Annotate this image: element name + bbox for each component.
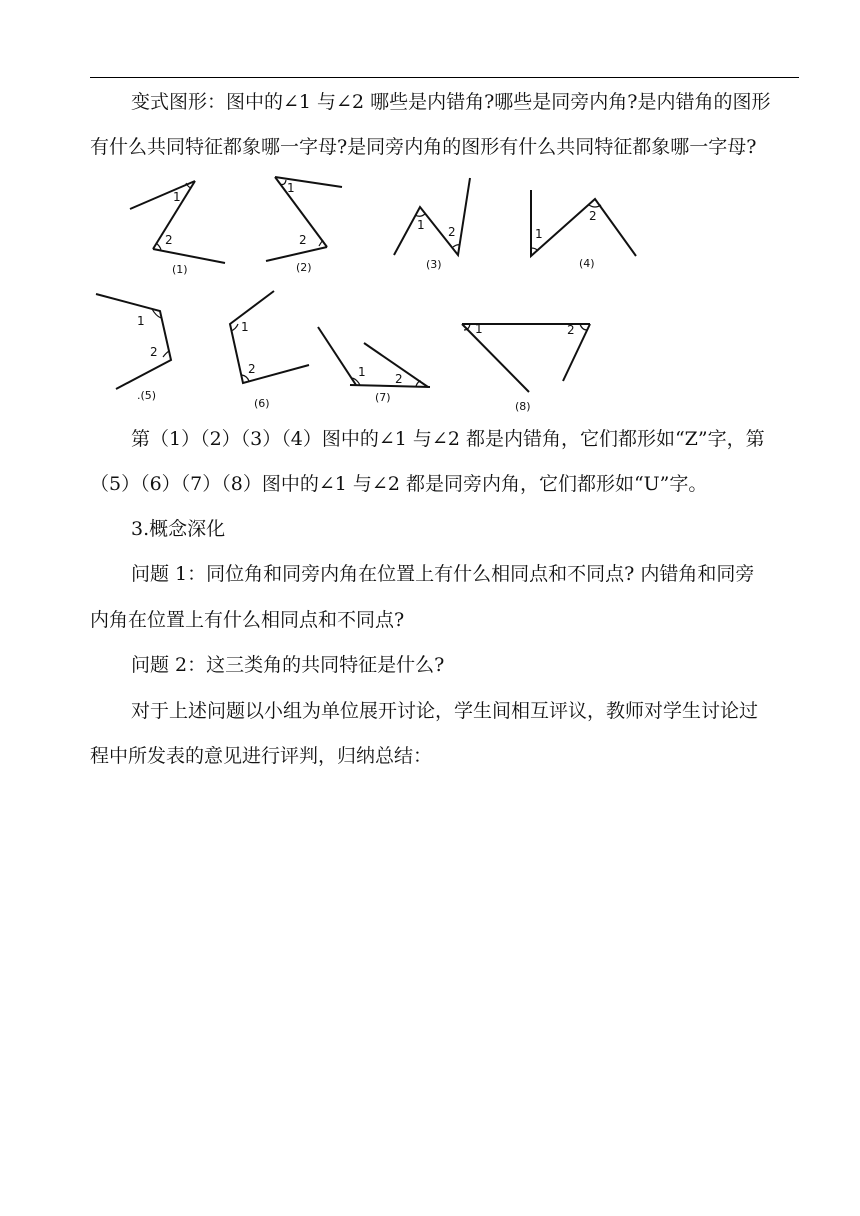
figure-3-label-2: 2	[448, 225, 456, 239]
figure-2-line-b	[266, 247, 327, 261]
figure-2	[266, 177, 342, 274]
figure-4	[531, 190, 636, 270]
figure-5-lines	[96, 294, 171, 389]
figure-7-label-2: 2	[395, 372, 403, 386]
figure-7-label-1: 1	[358, 365, 366, 379]
answer-line-1: 第（1）（2）（3）（4）图中的∠1 与∠2 都是内错角，它们都形如“Z”字，第	[131, 428, 765, 450]
figure-4-label-1: 1	[535, 227, 543, 241]
figure-2-caption: (2)	[296, 261, 312, 274]
figure-8-line-a	[462, 324, 529, 392]
figure-3-lines	[394, 178, 470, 255]
question-1-line-1: 问题 1：同位角和同旁内角在位置上有什么相同点和不同点? 内错角和同旁	[131, 563, 755, 585]
discussion-line-2: 程中所发表的意见进行评判，归纳总结：	[90, 745, 433, 767]
figure-1	[130, 181, 225, 276]
variant-question-line-2: 有什么共同特征都象哪一字母?是同旁内角的图形有什么共同特征都象哪一字母?	[90, 136, 757, 158]
figure-1-line-b	[153, 249, 225, 263]
figure-6-caption: (6)	[254, 397, 270, 410]
figure-3-label-1: 1	[417, 218, 425, 232]
figure-8-caption: (8)	[515, 400, 531, 413]
figure-5-label-2: 2	[150, 345, 158, 359]
figure-6-lines	[230, 291, 309, 383]
figure-2-angle-arc-2	[319, 240, 323, 246]
figure-8-label-2: 2	[567, 323, 575, 337]
figure-3-caption: (3)	[426, 258, 442, 271]
figure-8	[462, 322, 590, 413]
figure-3	[394, 178, 470, 271]
figure-7	[318, 327, 430, 404]
angle-figures	[88, 168, 648, 418]
figure-7-line-a	[318, 327, 356, 385]
figure-4-label-2: 2	[589, 209, 597, 223]
figure-1-label-1: 1	[173, 190, 181, 204]
figure-5-caption: .(5)	[137, 389, 157, 402]
figure-5-label-1: 1	[137, 314, 145, 328]
discussion-line-1: 对于上述问题以小组为单位展开讨论，学生间相互评议，教师对学生讨论过	[131, 700, 759, 722]
section-heading: 3.概念深化	[131, 518, 226, 540]
angle-figures-svg	[88, 168, 648, 418]
figure-5	[96, 294, 171, 402]
question-2: 问题 2：这三类角的共同特征是什么?	[131, 654, 445, 676]
figure-7-caption: (7)	[375, 391, 391, 404]
question-1-line-2: 内角在位置上有什么相同点和不同点?	[90, 609, 405, 631]
figure-6-label-2: 2	[248, 362, 256, 376]
figure-1-label-2: 2	[165, 233, 173, 247]
figure-6-label-1: 1	[241, 320, 249, 334]
figure-2-label-2: 2	[299, 233, 307, 247]
figure-4-angle-arc-1	[531, 248, 538, 251]
figure-6-angle-arc-1	[231, 324, 238, 331]
figure-4-lines	[531, 190, 636, 256]
figure-4-caption: (4)	[579, 257, 595, 270]
variant-question-line-1: 变式图形：图中的∠1 与∠2 哪些是内错角?哪些是同旁内角?是内错角的图形	[131, 91, 771, 113]
figure-5-angle-arc-2	[163, 351, 169, 357]
figure-6	[230, 291, 309, 410]
figure-2-label-1: 1	[287, 181, 295, 195]
figure-7-transversal	[350, 385, 430, 387]
figure-2-angle-arc-1	[280, 180, 286, 185]
answer-line-2: （5）（6）（7）（8）图中的∠1 与∠2 都是同旁内角，它们都形如“U”字。	[90, 473, 708, 495]
figure-8-label-1: 1	[475, 322, 483, 336]
figure-1-caption: (1)	[172, 263, 188, 276]
